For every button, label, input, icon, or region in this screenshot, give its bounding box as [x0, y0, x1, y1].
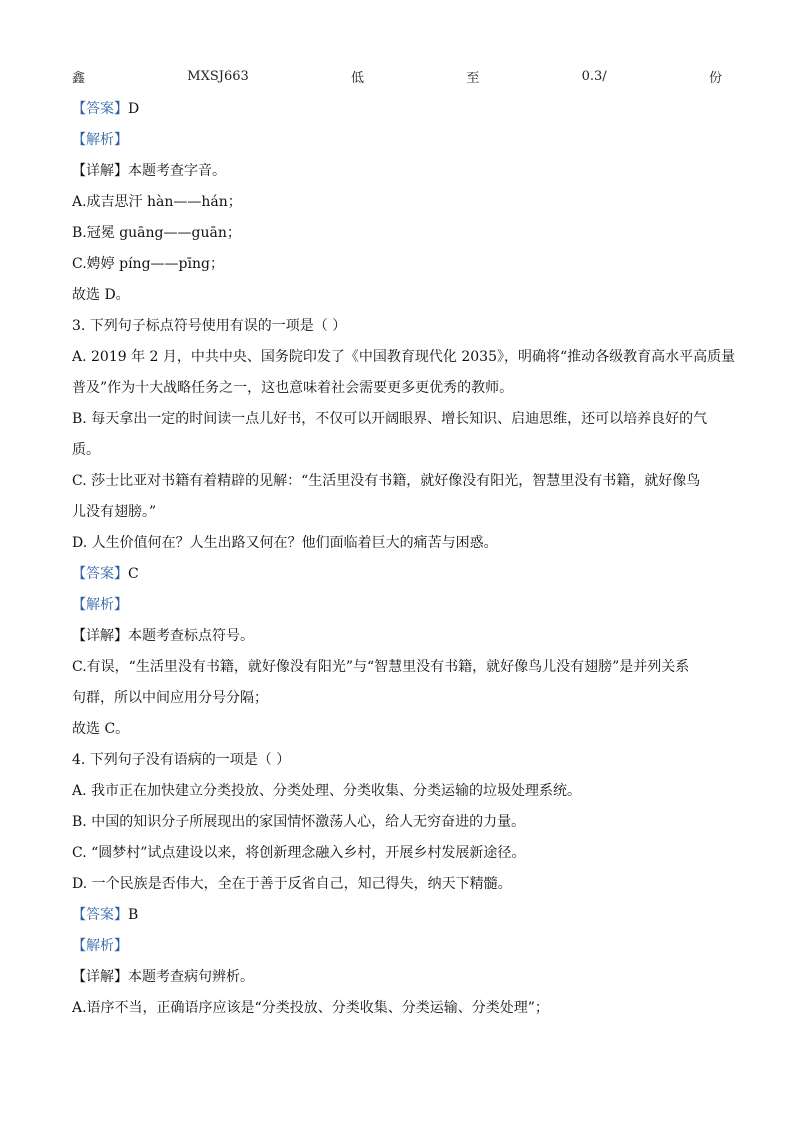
- detail-tag: 【详解】: [72, 969, 128, 985]
- option-line: A. 2019 年 2 月，中共中央、国务院印发了《中国教育现代化 2035》，明确将“推动各级教育高水平高质量: [72, 349, 736, 365]
- explanation-line: A.成吉思汗 hàn——hán；: [72, 194, 242, 210]
- detail-line: [72, 626, 254, 646]
- explanation-line: 故选 D。: [72, 287, 130, 303]
- option-line: 儿没有翅膀。”: [72, 504, 157, 520]
- answer-line: [72, 564, 139, 584]
- explanation-line: 句群，所以中间应用分号分隔；: [72, 690, 268, 706]
- detail-text: 本题考查病句辨析。: [128, 969, 254, 985]
- watermark-part: MXSJ663: [187, 68, 249, 84]
- question-stem: 3. 下列句子标点符号使用有误的一项是（ ）: [72, 318, 347, 334]
- analysis-line: [72, 936, 128, 956]
- explanation-line: C.娉婷 píng——pīng；: [72, 256, 224, 272]
- watermark-line: [72, 66, 722, 86]
- detail-line: [72, 967, 254, 987]
- detail-tag: 【详解】: [72, 628, 128, 644]
- answer-value: C: [128, 566, 139, 582]
- watermark-part: 至: [466, 70, 480, 86]
- answer-tag: 【答案】: [72, 101, 128, 117]
- option-line: D. 一个民族是否伟大，全在于善于反省自己，知己得失，纳天下精髓。: [72, 876, 512, 892]
- answer-line: [72, 99, 139, 119]
- explanation-line: C.有误，“生活里没有书籍，就好像没有阳光”与“智慧里没有书籍，就好像鸟儿没有翅膀”是并列关系: [72, 659, 690, 675]
- question-stem: 4. 下列句子没有语病的一项是（ ）: [72, 752, 291, 768]
- option-line: 普及”作为十大战略任务之一，这也意味着社会需要更多更优秀的教师。: [72, 380, 514, 396]
- explanation-line: B.冠冕 guāng——guān；: [72, 225, 241, 241]
- analysis-tag: 【解析】: [72, 597, 128, 613]
- analysis-tag: 【解析】: [72, 132, 128, 148]
- watermark-part: 低: [351, 70, 365, 86]
- option-line: 质。: [72, 442, 100, 458]
- option-line: C. 莎士比亚对书籍有着精辟的见解：“生活里没有书籍，就好像没有阳光，智慧里没有书籍，就好像鸟: [72, 473, 701, 489]
- detail-tag: 【详解】: [72, 163, 128, 179]
- answer-tag: 【答案】: [72, 566, 128, 582]
- detail-text: 本题考查字音。: [128, 163, 226, 179]
- option-line: C. “圆梦村”试点建设以来，将创新理念融入乡村，开展乡村发展新途径。: [72, 845, 526, 861]
- answer-value: D: [128, 101, 140, 117]
- answer-value: B: [128, 907, 139, 923]
- watermark-part: 份: [708, 70, 722, 86]
- analysis-line: [72, 595, 128, 615]
- watermark-part: 0.3/: [581, 68, 607, 84]
- option-line: B. 每天拿出一定的时间读一点儿好书，不仅可以开阔眼界、增长知识、启迪思维，还可以培养良好的气: [72, 411, 708, 427]
- explanation-line: A.语序不当，正确语序应该是“分类投放、分类收集、分类运输、分类处理”；: [72, 1000, 549, 1016]
- option-line: B. 中国的知识分子所展现出的家国情怀激荡人心，给人无穷奋进的力量。: [72, 814, 526, 830]
- option-line: A. 我市正在加快建立分类投放、分类处理、分类收集、分类运输的垃圾处理系统。: [72, 783, 582, 799]
- option-line: D. 人生价值何在？人生出路又何在？他们面临着巨大的痛苦与困惑。: [72, 535, 498, 551]
- detail-text: 本题考查标点符号。: [128, 628, 254, 644]
- watermark-part: 鑫: [72, 70, 86, 86]
- answer-line: [72, 905, 138, 925]
- answer-tag: 【答案】: [72, 907, 128, 923]
- explanation-line: 故选 C。: [72, 721, 130, 737]
- detail-line: [72, 161, 226, 181]
- analysis-tag: 【解析】: [72, 938, 128, 954]
- analysis-line: [72, 130, 128, 150]
